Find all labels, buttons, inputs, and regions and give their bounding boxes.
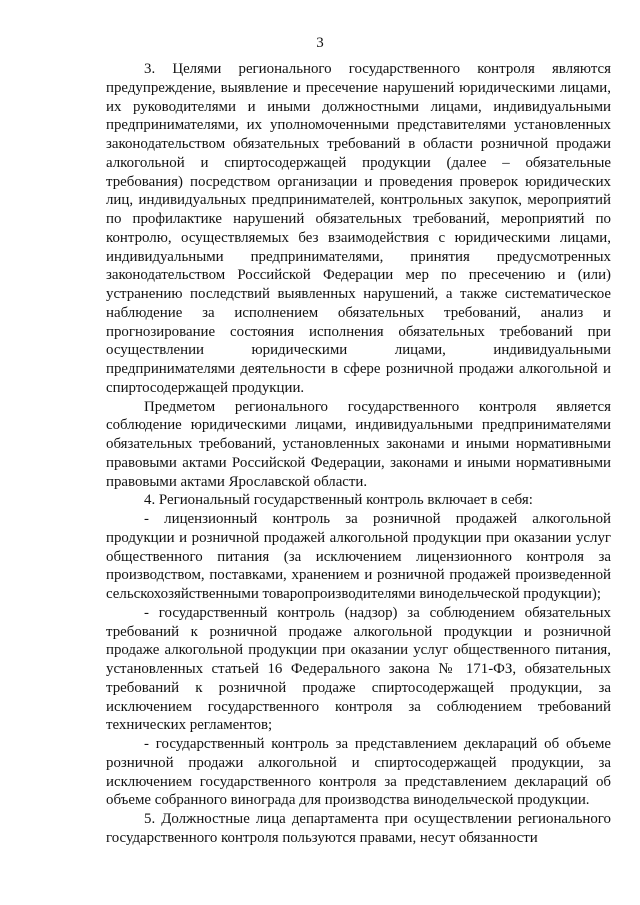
document-body: [106, 60, 611, 848]
list-item-state-supervision: - государственный контроль (надзор) за соблюдением обязательных требований к розничной продаже алкогольной продукции и розничной продаже алкогольной продукции при оказании услуг общественного питания, установленных статьей 16 Федерального закона № 171-ФЗ, обязательных требований к розничной продаже спиртосодержащей продукции, за исключением государственного контроля за соблюдением требований технических регламентов;: [106, 604, 611, 734]
paragraph-control-includes: 4. Региональный государственный контроль включает в себя:: [144, 492, 533, 509]
paragraph-subject: Предметом регионального государственного контроля является соблюдение юридическими лицами, индивидуальными предпринимателями обязательных требований, установленных законами и иными нормативными правовыми актами Российской Федерации, законами и иными нормативными правовыми актами Ярославской области.: [106, 398, 611, 490]
list-item-license-control: - лицензионный контроль за розничной продажей алкогольной продукции и розничной продажей алкогольной продукции при оказании услуг общественного питания (за исключением лицензионного контроля за производством, поставками, хранением и розничной продажей произведенной сельскохозяйственными товаропроизводителями винодельческой продукции);: [106, 511, 611, 602]
list-item-declarations-control: - государственный контроль за представлением деклараций об объеме розничной продажи алкогольной и спиртосодержащей продукции, за исключением государственного контроля за представлением деклараций об объеме собранного винограда для производства винодельческой продукции.: [106, 736, 611, 809]
paragraph-goals: 3. Целями регионального государственного контроля являются предупреждение, выявление и пресечение нарушений юридическими лицами, их руководителями и иными должностными лицами, индивидуальными предпринимателями, их уполномоченными представителями установленных законодательством обязательных требований в области розничной продажи алкогольной и спиртосодержащей продукции (далее – обязательные требования) посредством организации и проведения проверок юридических лиц, индивидуальных предпринимателей, контрольных закупок, мероприятий по профилактике нарушений обязательных требований, мероприятий по контролю, осуществляемых без взаимодействия с юридическими лицами, индивидуальными предпринимателями, принятия предусмотренных законодательством Российской Федерации мер по пресечению и (или) устранению последствий выявленных нарушений, а также систематическое наблюдение за исполнением обязательных требований, анализ и прогнозирование состояния исполнения обязательных требований при осуществлении юридическими лицами, индивидуальными предпринимателями деятельности в сфере розничной продажи алкогольной и спиртосодержащей продукции.: [106, 61, 611, 396]
paragraph-officials: 5. Должностные лица департамента при осуществлении регионального государственного контроля пользуются правами, несут обязанности: [106, 811, 611, 846]
page-number: 3: [316, 35, 324, 51]
